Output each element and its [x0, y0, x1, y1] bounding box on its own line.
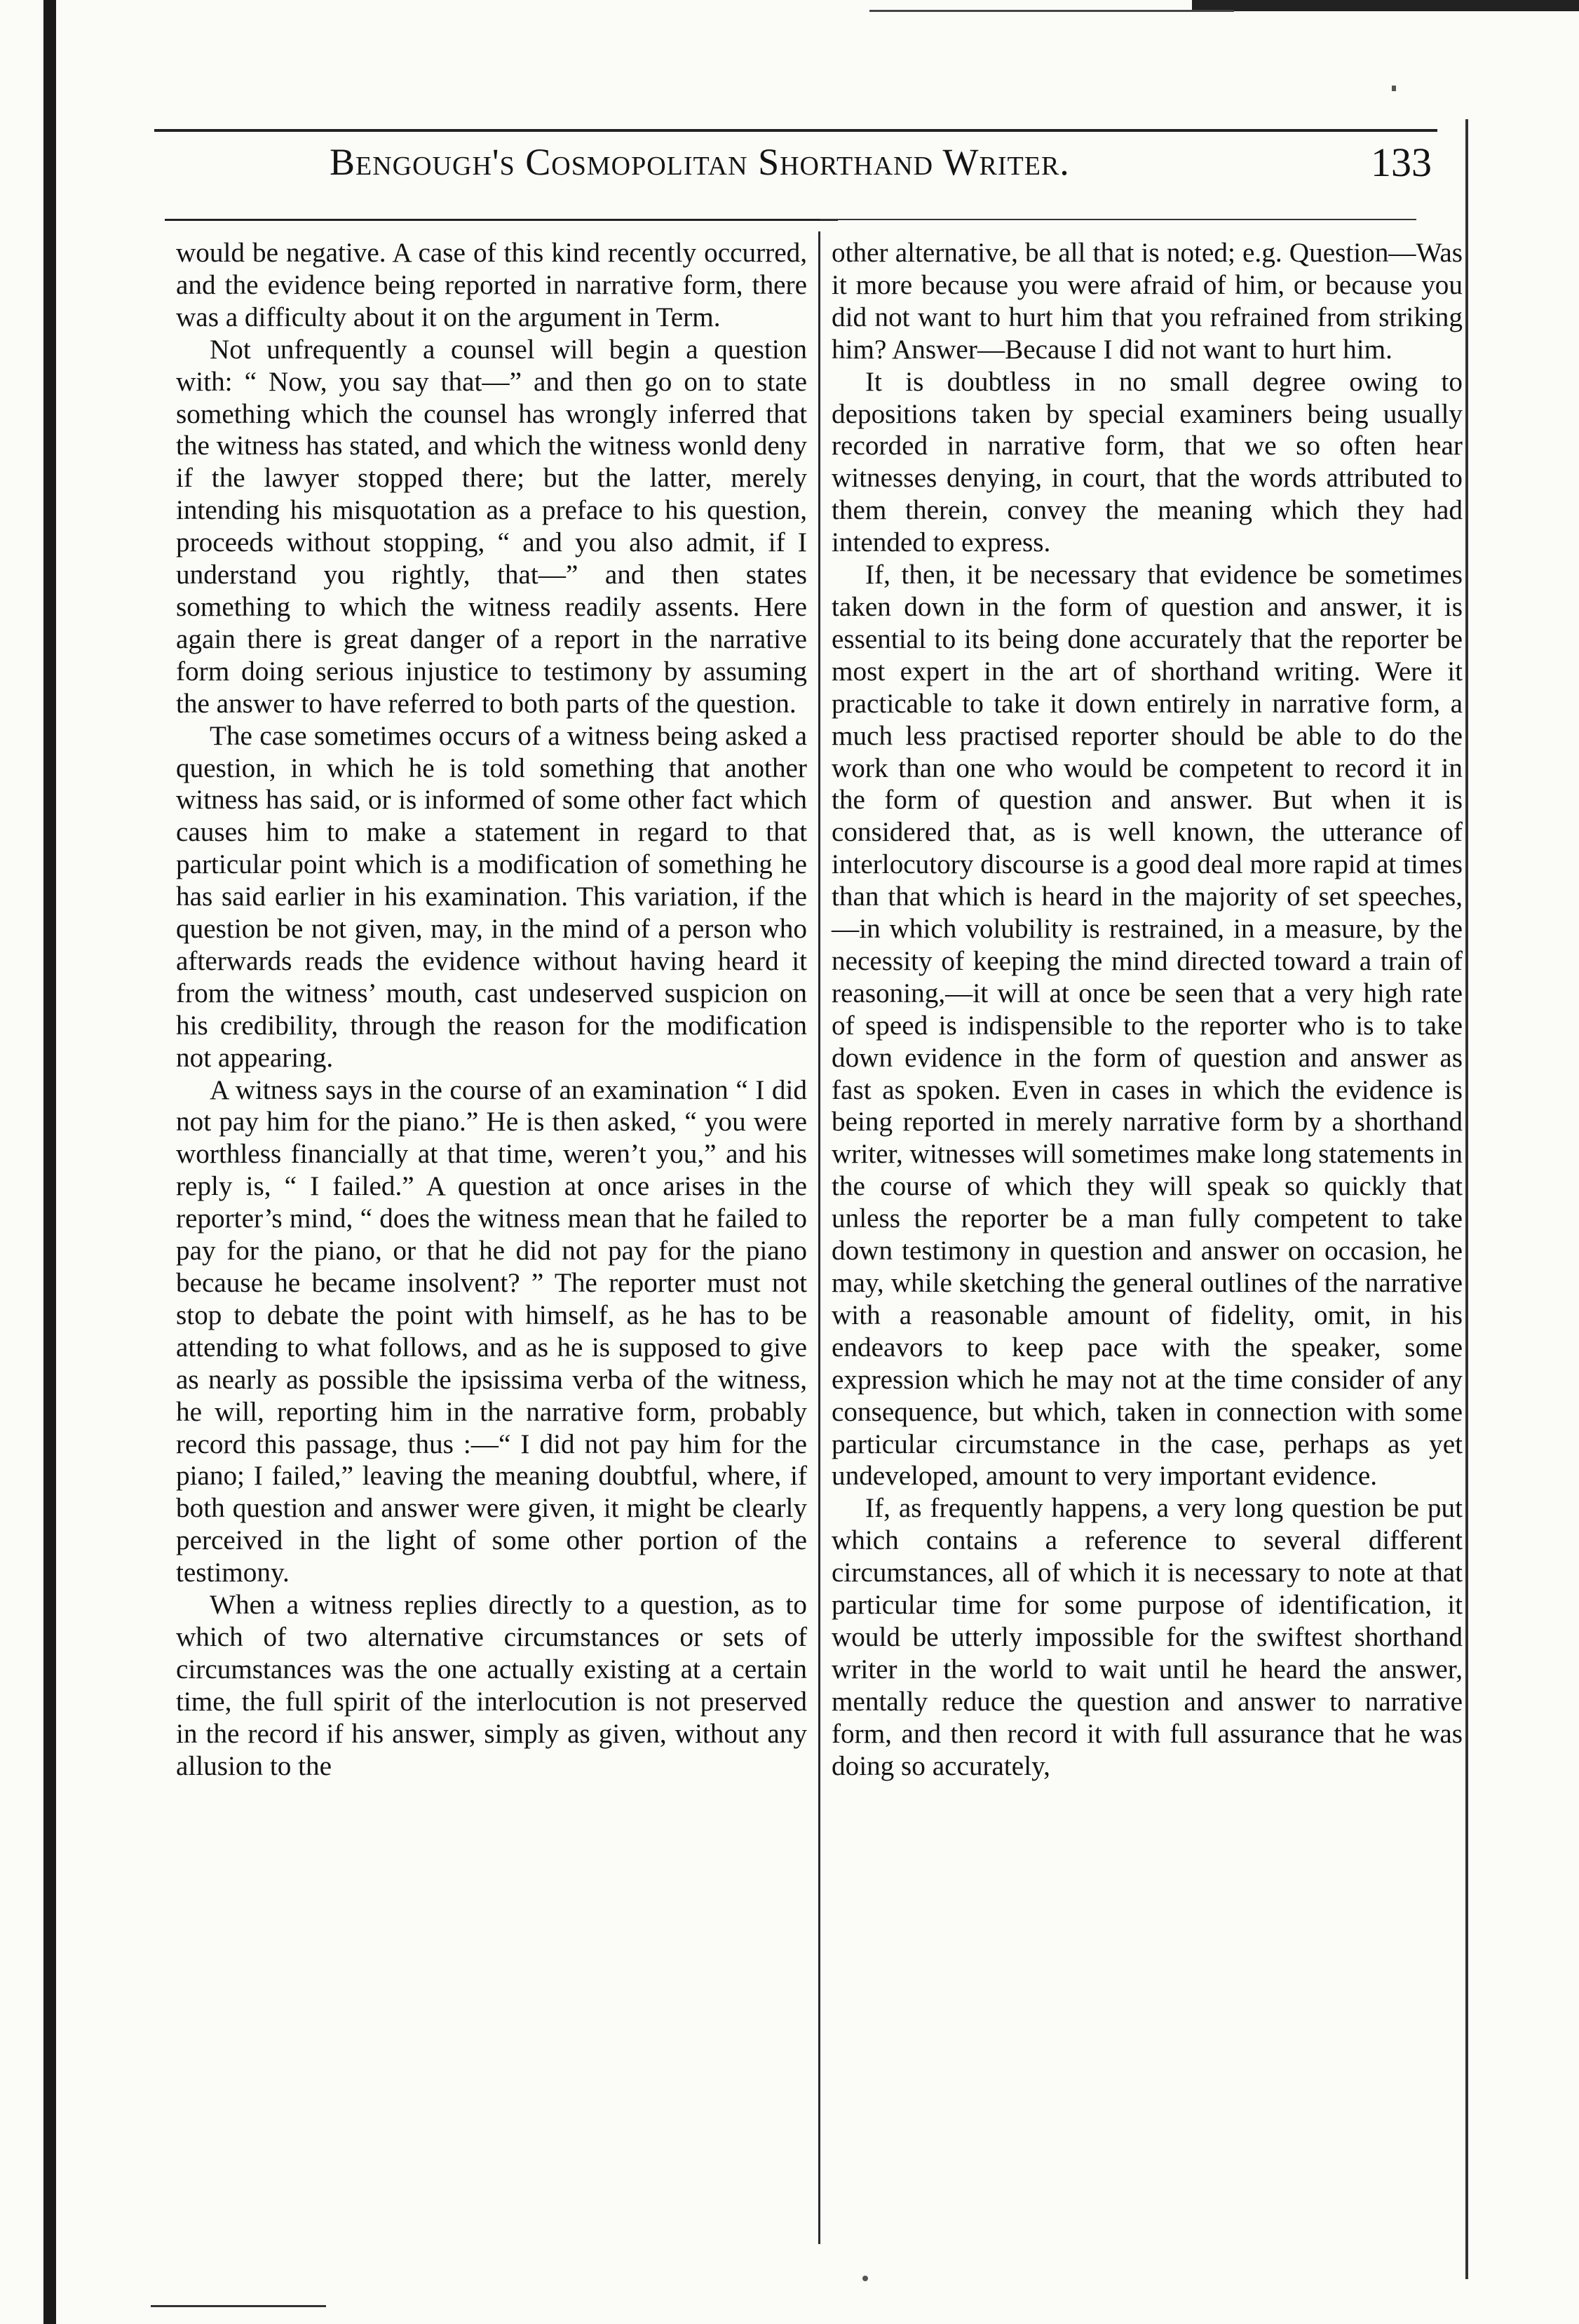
- page-number: 133: [1371, 140, 1432, 185]
- right-column: [832, 237, 1463, 1783]
- running-head: Bengough's Cosmopolitan Shorthand Writer.: [330, 141, 1070, 183]
- column-divider: [818, 231, 820, 2244]
- paragraph: It is doubtless in no small degree owing to depositions taken by special examiners being usually recorded in narrative form, that we so often hear witnesses denying, in court, that the words attributed to them therein, convey the meaning which they had intended to express.: [832, 366, 1463, 558]
- top-edge-shadow: [1192, 0, 1579, 11]
- paragraph: other alternative, be all that is noted; e.g. Question—Was it more because you were afraid of him, or because you did not want to hurt him that you refrained from striking him? Answer—Because I did not want to hurt him.: [832, 238, 1463, 365]
- paragraph: would be negative. A case of this kind recently occurred, and the evidence being reported in narrative form, there was a difficulty about it on the argument in Term.: [176, 238, 807, 332]
- bottom-rule: [151, 2305, 326, 2307]
- paragraph: If, as frequently happens, a very long question be put which contains a reference to several different circumstances, all of which it is necessary to note at that particular time for some purpose of identification, it would be utterly impossible for the swiftest shorthand writer in the world to wait until he heard the answer, mentally reduce the question and answer to narrative form, and then record it with full assurance that he was doing so accurately,: [832, 1493, 1463, 1781]
- speck-bottom: [862, 2276, 868, 2281]
- paragraph: Not unfrequently a counsel will begin a question with: “ Now, you say that—” and then go on to state something which the counsel has wrongly inferred that the witness has stated, and which the witness wonld deny if the lawyer stopped there; but the latter, merely intending his misquotation as a preface to his question, proceeds without stopping, “ and you also admit, if I understand you rightly, that—” and then states something to which the witness readily assents. Here again there is great danger of a report in the narrative form doing serious injustice to testimony by assuming the answer to have referred to both parts of the question.: [176, 334, 807, 719]
- paragraph: The case sometimes occurs of a witness being asked a question, in which he is told something that another witness has said, or is informed of some other fact which causes him to make a statement in regard to that particular point which is a modification of something he has said earlier in his examination. This variation, if the question be not given, may, in the mind of a person who afterwards reads the evidence without having heard it from the witness’ mouth, cast undeserved suspicion on his credibility, through the reason for the modification not appearing.: [176, 720, 807, 1073]
- header-rule-top: [154, 129, 1437, 132]
- right-margin-rule: [1465, 119, 1468, 2279]
- header-rule-bottom-right: [820, 219, 1416, 220]
- binding-edge: [43, 0, 56, 2324]
- paragraph: If, then, it be necessary that evidence be sometimes taken down in the form of question and answer, it is essential to its being done accurately that the reporter be most expert in the art of shorthand writing. Were it practicable to take it down entirely in narrative form, a much less practised reporter should be able to do the work than one who would be competent to record it in the form of question and answer. But when it is considered that, as is well known, the utterance of interlocutory discourse is a good deal more rapid at times than that which is heard in the majority of set speeches,—in which volubility is restrained, in a measure, by the necessity of keeping the mind directed toward a train of reasoning,—it will at once be seen that a very high rate of speed is indispensible to the reporter who is to take down evidence in the form of question and answer as fast as spoken. Even in cases in which the evidence is being reported in merely narrative form by a shorthand writer, witnesses will sometimes make long statements in the course of which they will speak so quickly that unless the reporter be a man fully competent to take down testimony in question and answer on occasion, he may, while sketching the general outlines of the narrative with a reasonable amount of fidelity, omit, in his endeavors to keep pace with the speaker, some expression which he may not at the time consider of any consequence, but which, taken in connection with some particular circumstance in the case, perhaps as yet undeveloped, amount to very important evidence.: [832, 560, 1463, 1492]
- speck: [1392, 86, 1396, 91]
- paragraph: A witness says in the course of an examination “ I did not pay him for the piano.” He is then asked, “ you were worthless financially at that time, weren’t you,” and his reply is, “ I failed.” A question at once arises in the reporter’s mind, “ does the witness mean that he failed to pay for the piano, or that he did not pay for the piano because he became insolvent? ” The reporter must not stop to debate the point with himself, as he has to be attending to what follows, and as he is supposed to give as nearly as possible the ipsissima verba of the witness, he will, reporting him in the narrative form, probably record this passage, thus :—“ I did not pay him for the piano; I failed,” leaving the meaning doubtful, where, if both question and answer were given, it might be clearly perceived in the light of some other portion of the testimony.: [176, 1074, 807, 1588]
- paragraph: When a witness replies directly to a question, as to which of two alternative circumstances or sets of circumstances was the one actually existing at a certain time, the full spirit of the interlocution is not preserved in the record if his answer, simply as given, without any allusion to the: [176, 1590, 807, 1781]
- left-column: [176, 237, 807, 1783]
- top-edge-line: [869, 10, 1234, 12]
- header-rule-bottom: [165, 219, 838, 221]
